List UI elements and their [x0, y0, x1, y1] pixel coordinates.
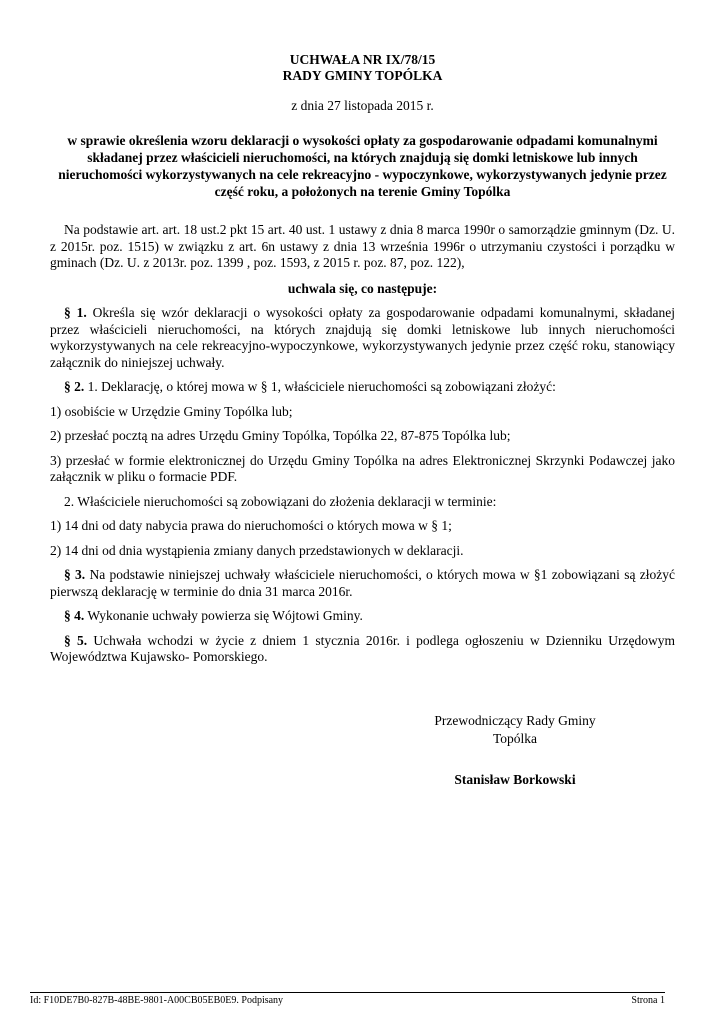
section-5-label: § 5.: [64, 632, 88, 648]
signatory-role: Przewodniczący Rady Gminy: [434, 713, 596, 728]
resolves-heading: uchwala się, co następuje:: [287, 280, 438, 296]
section-5-text: Uchwała wchodzi w życie z dniem 1 stycznia 2016r. i podlega ogłoszeniu w Dzienniku Urzędowym Województwa Kujawsko- Pomorskiego.: [50, 632, 676, 664]
section-3-label: § 3.: [64, 567, 86, 582]
page-number: Strona 1: [631, 995, 665, 1006]
section-1-label: § 1.: [64, 305, 87, 320]
section-4-text: Wykonanie uchwały powierza się Wójtowi Gminy.: [84, 608, 363, 623]
section-1: [50, 305, 675, 371]
title-line-council: RADY GMINY TOPÓLKA: [282, 68, 443, 83]
section-1-text: Określa się wzór deklaracji o wysokości opłaty za gospodarowanie odpadami komunalnymi, składanej przez właścicieli nieruchomości, na których znajdują się domki letniskowe lub innych nieruchomości wykorzystywanych na cele rekreacyjno-wypoczynkowe, wykorzystywanych jedynie przez część roku, stanowiący załącznik do niniejszej uchwały.: [50, 305, 675, 370]
resolution-body: [50, 222, 675, 674]
section-4: [50, 608, 675, 625]
document-id: Id: F10DE7B0-827B-48BE-9801-A00CB05EB0E9. Podpisany: [30, 995, 284, 1006]
section-2: [50, 379, 675, 396]
footer-divider: [30, 992, 665, 993]
signatory-municipality: Topólka: [492, 731, 538, 746]
list-item: 1) 14 dni od daty nabycia prawa do nieruchomości o których mowa w § 1;: [50, 518, 452, 533]
section-2-text: 1. Deklarację, o której mowa w § 1, właściciele nieruchomości są zobowiązani złożyć:: [84, 379, 556, 394]
list-item: 2) przesłać pocztą na adres Urzędu Gminy Topólka, Topólka 22, 87-875 Topólka lub;: [50, 428, 511, 443]
signatory-name: Stanisław Borkowski: [454, 772, 576, 787]
preamble: Na podstawie art. art. 18 ust.2 pkt 15 art. 40 ust. 1 ustawy z dnia 8 marca 1990r o samorządzie gminnym (Dz. U. z 2015r. poz. 1515) w związku z art. 6n ustawy z dnia 13 września 1996r o utrzymaniu czystości i porządku w gminach (Dz. U. z 2013r. poz. 1399 , poz. 1593, z 2015 r. poz. 87, poz. 122),: [50, 222, 675, 270]
section-3: [50, 567, 675, 600]
resolution-subject: w sprawie określenia wzoru deklaracji o wysokości opłaty za gospodarowanie odpadami komunalnymi składanej przez właścicieli nieruchomości, na których znajdują się domki letniskowe lub innych nieruchomości wykorzystywanych na cele rekreacyjno - wypoczynkowe, wykorzystywanych jedynie przez część roku, a położonych na terenie Gminy Topólka: [58, 133, 667, 199]
signature-block: [420, 712, 610, 748]
list-item: 2) 14 dni od dnia wystąpienia zmiany danych przedstawionych w deklaracji.: [50, 542, 464, 558]
resolution-date: z dnia 27 listopada 2015 r.: [291, 98, 434, 113]
resolution-title: [0, 52, 725, 84]
title-line-number: UCHWAŁA NR IX/78/15: [289, 52, 436, 67]
list-item: 1) osobiście w Urzędzie Gminy Topólka lub;: [50, 403, 293, 419]
section-2-paragraph-2: 2. Właściciele nieruchomości są zobowiązani do złożenia deklaracji w terminie:: [64, 493, 497, 509]
section-5: [50, 633, 675, 666]
section-4-label: § 4.: [64, 608, 85, 623]
section-2-label: § 2.: [64, 379, 85, 394]
list-item: 3) przesłać w formie elektronicznej do Urzędu Gminy Topólka na adres Elektronicznej Skrzynki Podawczej jako załącznik w pliku o formacie PDF.: [50, 452, 675, 484]
section-3-text: Na podstawie niniejszej uchwały właściciele nieruchomości, o których mowa w §1 zobowiązani są złożyć pierwszą deklarację w terminie do dnia 31 marca 2016r.: [50, 567, 675, 599]
